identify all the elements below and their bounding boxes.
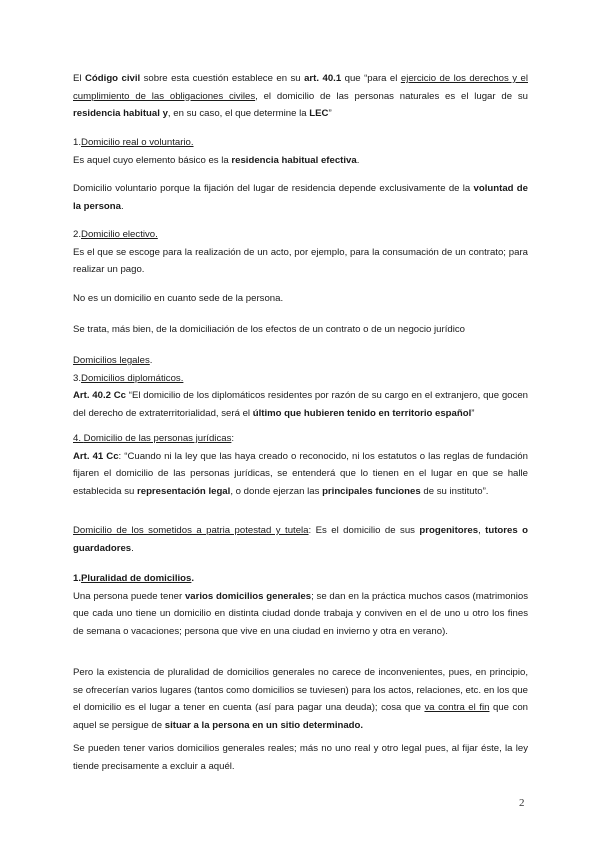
page-number: 2 xyxy=(519,797,525,809)
intro-paragraph: El Código civil sobre esta cuestión establece en su art. 40.1 que “para el ejercicio de los derechos y el cumplimiento de las obligaciones civiles, el domicilio de las personas naturales es el lugar de su residencia habitual y, en su caso, el que determine la LEC” xyxy=(73,73,528,119)
section-heading: Domicilio electivo. xyxy=(81,229,158,240)
paragraph-inconvenientes: Pero la existencia de pluralidad de domicilios generales no carece de inconvenientes, pues, en principio, se ofrecerían varios lugares (tantos como domicilios se tuviesen) para los actos, relaciones, etc. en los que el domicilio es el lugar a tener en cuenta (así para pagar una deuda); cosa que va contra el fin que con aquel se persigue de situar a la persona en un sitio determinado. xyxy=(73,667,528,731)
section-heading: Domicilio de los sometidos a patria potestad y tutela xyxy=(73,525,309,536)
section-domicilio-electivo: 2.Domicilio electivo. Es el que se escoge para la realización de un acto, por ejemplo, para la consumación de un contrato; para realizar un pago. xyxy=(73,229,528,275)
paragraph-varios-domicilios: Se pueden tener varios domicilios generales reales; más no uno real y otro legal pues, al fijar éste, la ley tiende precisamente a excluir a aquél. xyxy=(73,743,528,772)
section-heading: Domicilios diplomáticos. xyxy=(81,372,184,384)
section-personas-juridicas: 4. Domicilio de las personas jurídicas: Art. 41 Cc: “Cuando ni la ley que las haya creado o reconocido, ni los estatutos o las reglas de fundación fijaren el domicilio de las personas jurídicas, se entenderá que lo tienen en el lugar en que se halle establecida su representación legal, o donde ejerzan las principales funciones de su instituto”. xyxy=(73,433,528,497)
section-heading: Domicilios legales xyxy=(73,355,150,366)
paragraph-voluntario: Domicilio voluntario porque la fijación del lugar de residencia depende exclusivamente de la voluntad de la persona. xyxy=(73,183,528,212)
section-heading: Domicilio de las personas jurídicas xyxy=(83,433,232,444)
section-heading: Domicilio real o voluntario. xyxy=(81,137,194,148)
paragraph-domiciliacion: Se trata, más bien, de la domiciliación de los efectos de un contrato o de un negocio jurídico xyxy=(73,324,465,335)
section-domicilios-legales: Domicilios legales. 3.Domicilios diplomáticos. Art. 40.2 Cc “El domicilio de los diplomáticos residentes por razón de su cargo en el extranjero, que gocen del derecho de extraterritorialidad, será el último que hubieren tenido en territorio español” xyxy=(73,355,528,419)
section-domicilio-real: 1.Domicilio real o voluntario. Es aquel cuyo elemento básico es la residencia habitual efectiva. xyxy=(73,137,360,166)
section-heading: Pluralidad de domicilios xyxy=(81,573,192,584)
paragraph-no-domicilio: No es un domicilio en cuanto sede de la persona. xyxy=(73,293,284,304)
section-patria-potestad: Domicilio de los sometidos a patria potestad y tutela: Es el domicilio de sus progenitores, tutores o guardadores. xyxy=(73,525,528,554)
section-pluralidad: 1.Pluralidad de domicilios. Una persona puede tener varios domicilios generales; se dan en la práctica muchos casos (matrimonios que cada uno tiene un domicilio en distinta ciudad donde trabaja y conviven en el de uno u otro los fines de semana o vacaciones; persona que vive en una ciudad en invierno y otra en verano). xyxy=(73,573,528,637)
